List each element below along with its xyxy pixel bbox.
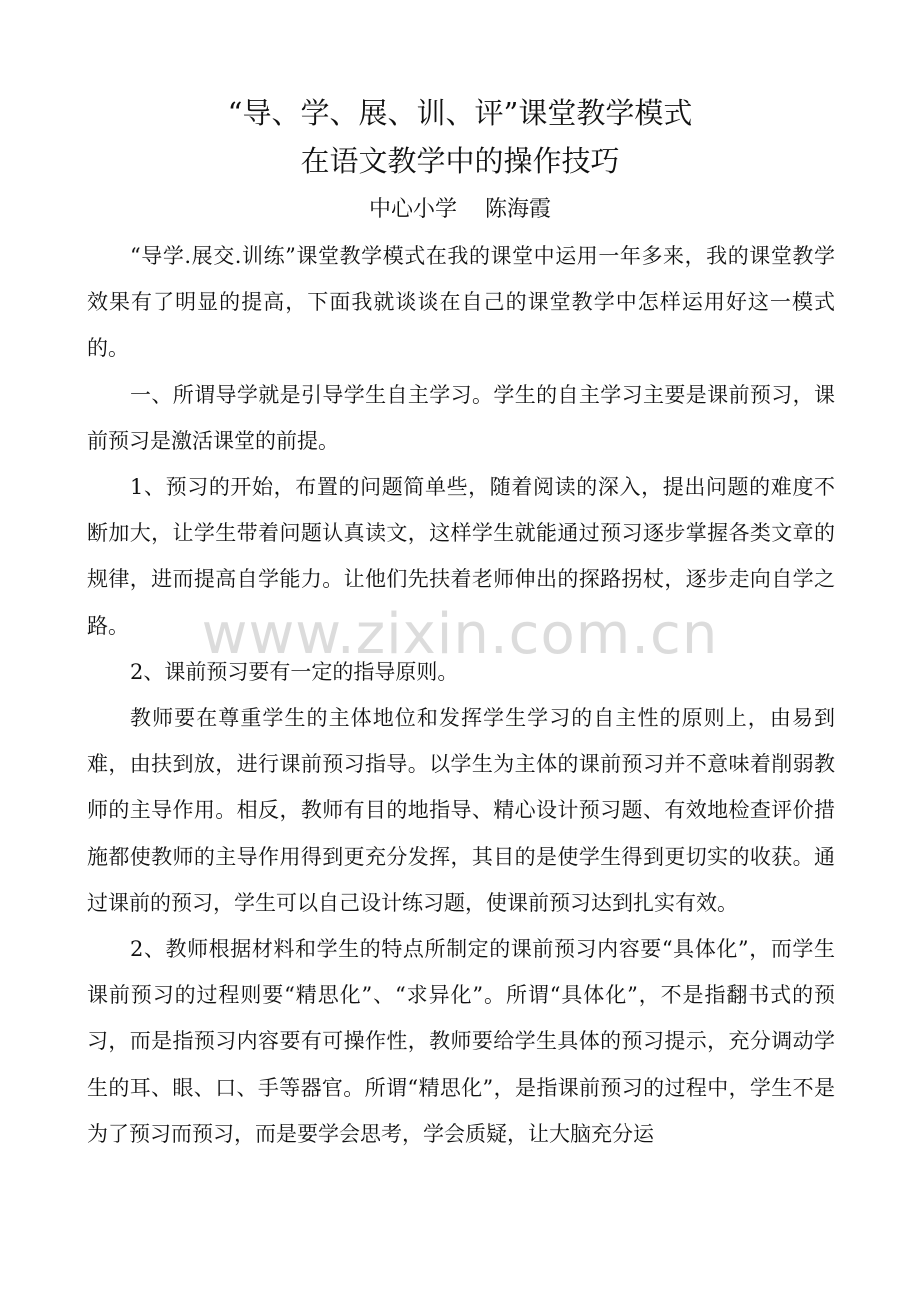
document-title-line-2: 在语文教学中的操作技巧 bbox=[300, 144, 620, 178]
paragraph-point-2b: 2、教师根据材料和学生的特点所制定的课前预习内容要“具体化”，而学生课前预习的过程则要“精思化”、“求异化”。所谓“具体化”，不是指翻书式的预习，而是指预习内容要有可操作性，教师要给学生具体的预习提示，充分调动学生的耳、眼、口、手等器官。所谓“精思化”，是指课前预习的过程中，学生不是为了预习而预习，而是要学会思考，学会质疑，让大脑充分运 bbox=[87, 937, 835, 1146]
paragraph-point-2: 2、课前预习要有一定的指导原则。 bbox=[130, 659, 459, 684]
paragraph-intro: “导学.展交.训练”课堂教学模式在我的课堂中运用一年多来，我的课堂教学效果有了明显的提高，下面我就谈谈在自己的课堂教学中怎样运用好这一模式的。 bbox=[87, 244, 835, 361]
document-author: 中心小学 陈海霞 bbox=[369, 197, 551, 222]
paragraph-guidance: 教师要在尊重学生的主体地位和发挥学生学习的自主性的原则上，由易到难，由扶到放，进行课前预习指导。以学生为主体的课前预习并不意味着削弱教师的主导作用。相反，教师有目的地指导、精心设计预习题、有效地检查评价措施都使教师的主导作用得到更充分发挥，其目的是使学生得到更切实的收获。通过课前的预习，学生可以自己设计练习题，使课前预习达到扎实有效。 bbox=[87, 706, 835, 915]
paragraph-point-1: 1、预习的开始，布置的问题简单些，随着阅读的深入，提出问题的难度不断加大，让学生带着问题认真读文，这样学生就能通过预习逐步掌握各类文章的规律，进而提高自学能力。让他们先扶着老师伸出的探路拐杖，逐步走向自学之路。 bbox=[87, 475, 835, 638]
document-body bbox=[87, 233, 835, 1157]
document-title-line-1: “导、学、展、训、评”课堂教学模式 bbox=[227, 96, 693, 130]
paragraph-section-1: 一、所谓导学就是引导学生自主学习。学生的自主学习主要是课前预习，课前预习是激活课堂的前提。 bbox=[87, 382, 835, 453]
watermark: www.zixin.com.cn bbox=[201, 602, 719, 667]
